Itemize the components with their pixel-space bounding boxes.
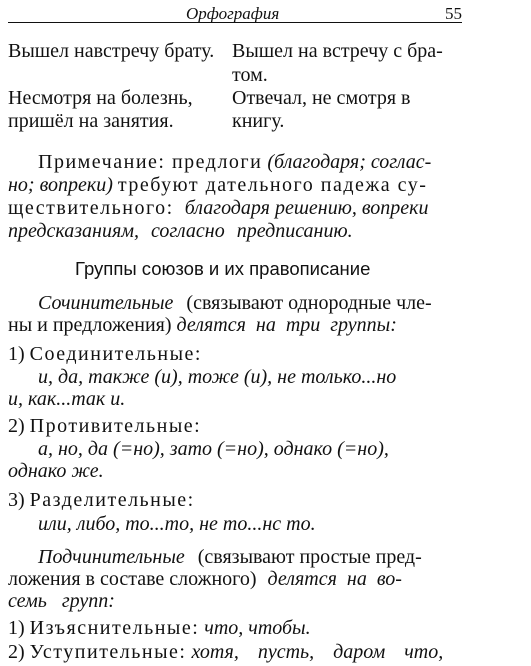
running-header-section: Орфография bbox=[186, 4, 280, 23]
sub-group-2-number: 2) bbox=[8, 641, 25, 663]
note-line-3 bbox=[8, 197, 428, 220]
group-3-examples: или, либо, то...то, не то...нс то. bbox=[38, 513, 316, 535]
pair-example-2-right-line-1: Отвечал, не смотря в bbox=[232, 87, 411, 109]
group-3-name: Разделительные: bbox=[29, 489, 195, 511]
group-1-number: 1) bbox=[8, 343, 25, 365]
group-2-heading bbox=[8, 415, 201, 438]
subordinating-divided-1: делятся на во- bbox=[267, 568, 402, 590]
coordinating-divided: делятся на три группы: bbox=[176, 314, 397, 336]
pair-example-2-right-line-2: книгу. bbox=[232, 110, 285, 132]
coordinating-description-1: (связывают однородные чле- bbox=[186, 292, 432, 314]
section-heading: Группы союзов и их правописание bbox=[75, 258, 371, 279]
pair-example-2-left-line-1: Несмотря на болезнь, bbox=[8, 87, 193, 109]
sub-group-1-number: 1) bbox=[8, 617, 25, 639]
sub-group-1-examples: что, чтобы. bbox=[204, 617, 311, 639]
note-label: Примечание: предлоги bbox=[38, 151, 263, 173]
note-examples-end: но; вопреки) bbox=[8, 174, 113, 196]
subordinating-line-2 bbox=[8, 568, 402, 591]
group-2-number: 2) bbox=[8, 415, 25, 437]
note-examples-usage-2: предсказаниям, согласно предписанию. bbox=[8, 220, 353, 242]
group-2-examples-line-1: а, но, да (=но), зато (=но), однако (=но), bbox=[38, 438, 389, 460]
pair-example-1-right-line-1: Вышел на встречу с бра- bbox=[232, 40, 443, 62]
subordinating-description-2: ложения в составе сложного) bbox=[8, 568, 257, 590]
pair-example-2-left-line-2: пришёл на занятия. bbox=[8, 110, 174, 132]
group-1-heading bbox=[8, 343, 202, 366]
page-number: 55 bbox=[445, 4, 462, 23]
sub-group-2-examples: хотя, пусть, даром что, bbox=[191, 641, 444, 663]
coordinating-description-2: ны и предложения) bbox=[8, 314, 172, 336]
sub-group-1-name: Изъяснительные: bbox=[29, 617, 200, 639]
note-requirement: требуют дательного падежа су- bbox=[117, 174, 428, 196]
pair-example-1-left: Вышел навстречу брату. bbox=[8, 40, 215, 62]
note-line-2 bbox=[8, 174, 427, 197]
group-2-examples-line-2: однако же. bbox=[8, 460, 104, 482]
subordinating-line-1 bbox=[38, 546, 422, 569]
group-1-examples-line-2: и, как...так и. bbox=[8, 388, 126, 410]
group-3-heading bbox=[8, 489, 195, 512]
group-1-examples-line-1: и, да, также (и), тоже (и), не только...но bbox=[38, 366, 397, 388]
coordinating-term: Сочинительные bbox=[38, 292, 174, 314]
group-2-name: Противительные: bbox=[29, 415, 202, 437]
sub-group-2-name: Уступительные: bbox=[29, 641, 187, 663]
subordinating-description-1: (связывают простые пред- bbox=[197, 546, 422, 568]
group-3-number: 3) bbox=[8, 489, 25, 511]
group-1-name: Соединительные: bbox=[29, 343, 202, 365]
subordinating-divided-2: семь групп: bbox=[8, 590, 115, 612]
note-line-1 bbox=[38, 151, 431, 174]
sub-group-2 bbox=[8, 641, 443, 664]
coordinating-line-2 bbox=[8, 314, 397, 337]
coordinating-line-1 bbox=[38, 292, 432, 315]
sub-group-1 bbox=[8, 617, 311, 640]
running-header bbox=[8, 4, 462, 23]
pair-example-1-right-line-2: том. bbox=[232, 64, 268, 86]
subordinating-term: Подчинительные bbox=[38, 546, 185, 568]
note-examples-usage-1: благодаря решению, вопреки bbox=[184, 197, 429, 219]
note-examples-start: (благодаря; соглас- bbox=[267, 151, 432, 173]
note-noun-case: ществительного: bbox=[8, 197, 174, 219]
